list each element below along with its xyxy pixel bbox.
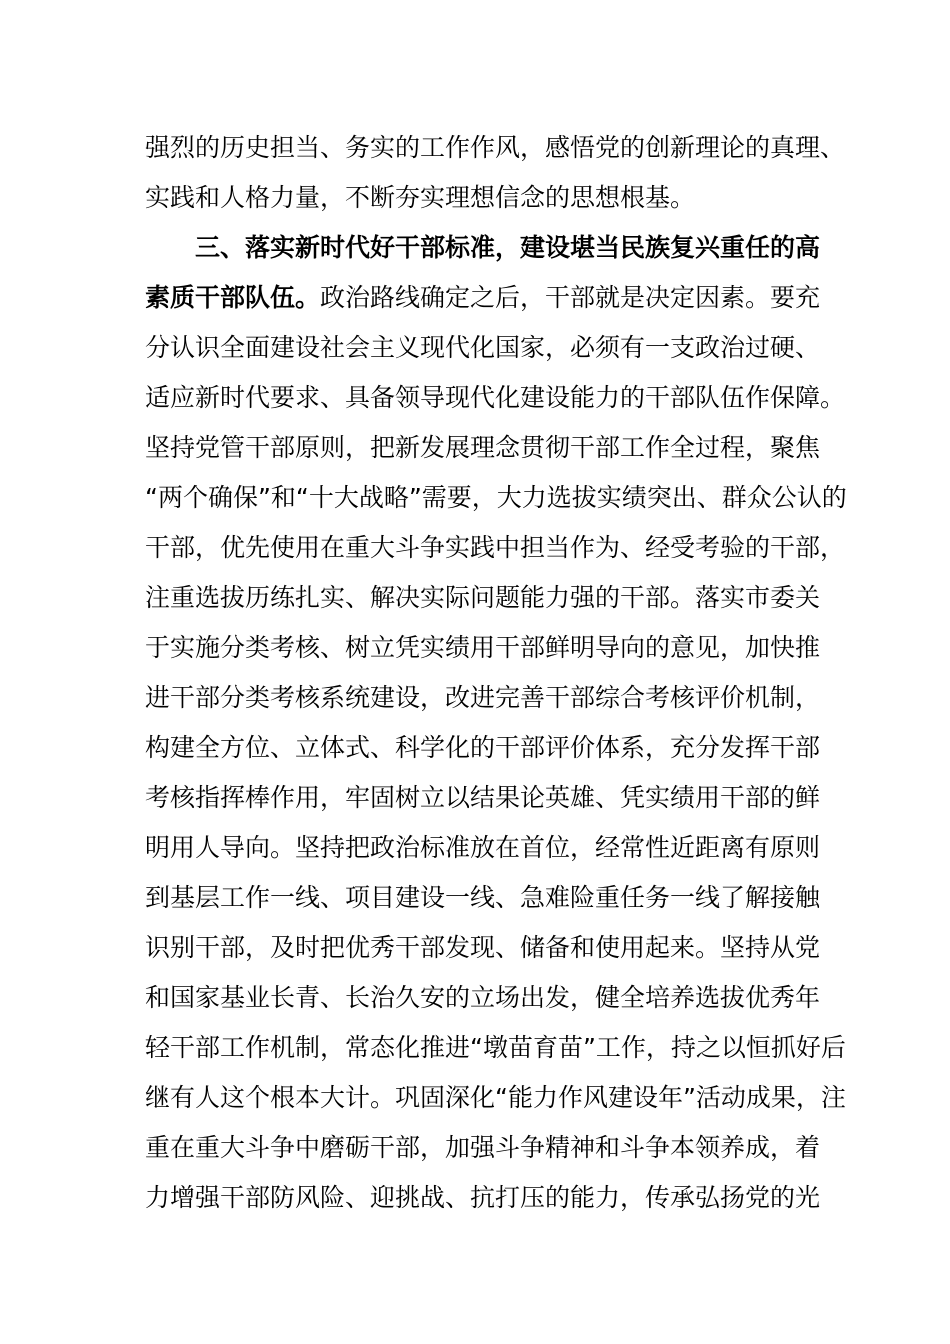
text-line: “两个确保”和“十大战略”需要，大力选拔实绩突出、群众公认的 — [145, 483, 847, 512]
text-line: 进干部分类考核系统建设，改进完善干部综合考核评价机制， — [145, 683, 821, 712]
section-heading-line: 三、落实新时代好干部标准，建设堪当民族复兴重任的高 — [195, 233, 821, 262]
text-line: 构建全方位、立体式、科学化的干部评价体系，充分发挥干部 — [145, 733, 821, 762]
section-heading-end: 素质干部队伍。 — [145, 283, 321, 312]
paragraph-start: 政治路线确定之后，干部就是决定因素。要充 — [320, 283, 821, 312]
text-line: 轻干部工作机制，常态化推进“墩苗育苗”工作，持之以恒抓好后 — [145, 1033, 846, 1062]
text-line: 继有人这个根本大计。巩固深化“能力作风建设年”活动成果，注 — [145, 1083, 846, 1112]
text-line: 明用人导向。坚持把政治标准放在首位，经常性近距离有原则 — [145, 833, 821, 862]
text-line: 重在重大斗争中磨砺干部，加强斗争精神和斗争本领养成，着 — [145, 1133, 821, 1162]
text-line: 考核指挥棒作用，牢固树立以结果论英雄、凭实绩用干部的鲜 — [145, 783, 821, 812]
text-line: 到基层工作一线、项目建设一线、急难险重任务一线了解接触 — [145, 883, 821, 912]
text-line: 坚持党管干部原则，把新发展理念贯彻干部工作全过程，聚焦 — [145, 433, 821, 462]
text-line: 分认识全面建设社会主义现代化国家，必须有一支政治过硬、 — [145, 333, 821, 362]
text-line: 注重选拔历练扎实、解决实际问题能力强的干部。落实市委关 — [145, 583, 821, 612]
text-line: 力增强干部防风险、迎挑战、抗打压的能力，传承弘扬党的光 — [145, 1183, 821, 1212]
text-line: 识别干部，及时把优秀干部发现、储备和使用起来。坚持从党 — [145, 933, 821, 962]
text-line: 和国家基业长青、长治久安的立场出发，健全培养选拔优秀年 — [145, 983, 821, 1012]
text-line: 强烈的历史担当、务实的工作作风，感悟党的创新理论的真理、 — [145, 133, 846, 162]
text-line: 于实施分类考核、树立凭实绩用干部鲜明导向的意见，加快推 — [145, 633, 821, 662]
heading-continuation-line — [145, 278, 825, 318]
text-line: 适应新时代要求、具备领导现代化建设能力的干部队伍作保障。 — [145, 383, 846, 412]
text-line: 实践和人格力量，不断夯实理想信念的思想根基。 — [145, 183, 696, 212]
text-line: 干部，优先使用在重大斗争实践中担当作为、经受考验的干部， — [145, 533, 846, 562]
